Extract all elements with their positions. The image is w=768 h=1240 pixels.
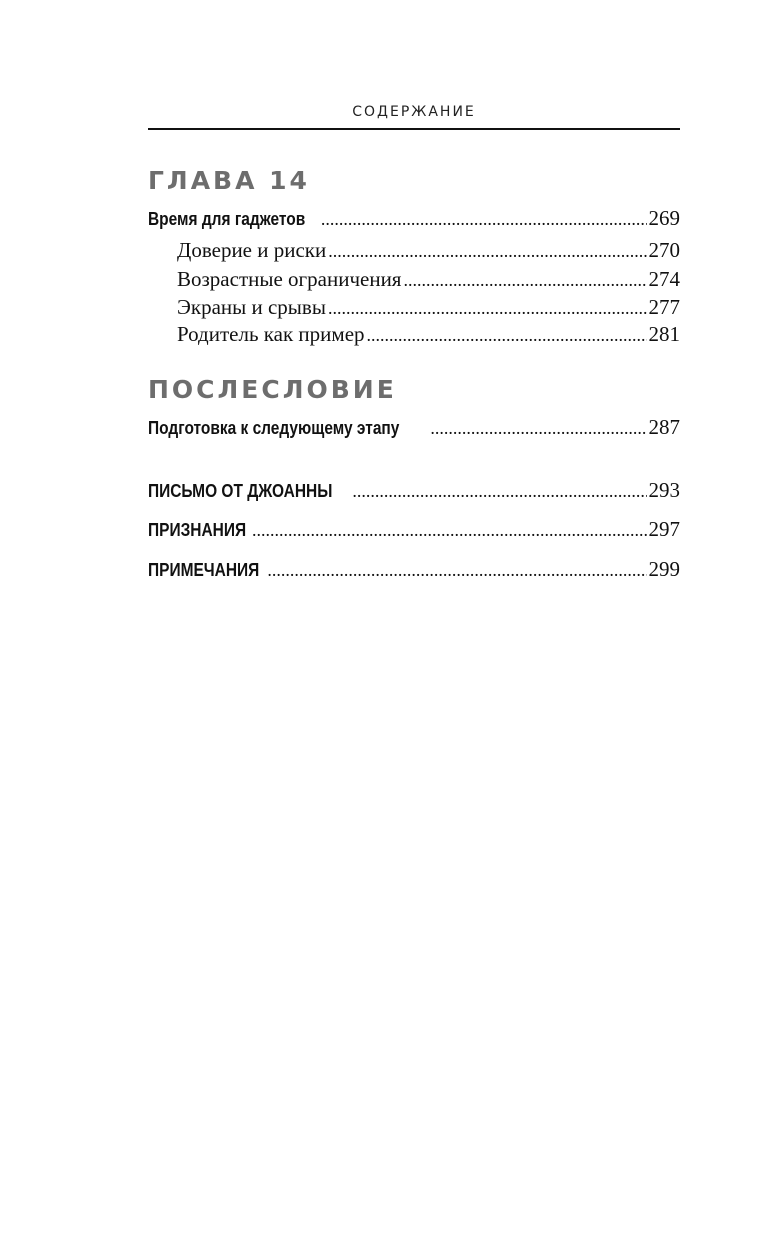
toc-entry-trust-risks[interactable] (177, 235, 680, 265)
toc-entry-title: Время для гаджетов (148, 209, 306, 229)
toc-entry-acknowledgements[interactable] (148, 514, 680, 544)
toc-entry-page: 270 (648, 238, 680, 262)
toc-entry-title: Родитель как пример (177, 322, 365, 346)
toc-entry-page: 274 (648, 267, 680, 291)
toc-entry-title: ПИСЬМО ОТ ДЖОАННЫ (148, 481, 333, 501)
toc-entry-parent-example[interactable] (177, 319, 680, 349)
toc-entry-title: Доверие и риски (177, 238, 327, 262)
dot-leader (252, 515, 646, 545)
chapter-14-heading: ГЛАВА 14 (148, 166, 310, 195)
toc-entry-screens-tantrums[interactable] (177, 292, 680, 322)
toc-entry-page: 277 (648, 295, 680, 319)
toc-entry-gadgets[interactable] (148, 203, 680, 233)
dot-leader (352, 476, 646, 506)
toc-entry-title: Возрастные ограничения (177, 267, 402, 291)
dot-leader (367, 320, 647, 350)
toc-entry-next-stage[interactable] (148, 412, 680, 442)
running-head-title: СОДЕРЖАНИЕ (352, 104, 476, 120)
toc-entry-title: Подготовка к следующему этапу (148, 418, 400, 438)
toc-entry-page: 297 (648, 517, 680, 541)
toc-entry-title: Экраны и срывы (177, 295, 326, 319)
toc-entry-age-limits[interactable] (177, 264, 680, 294)
toc-entry-title: ПРИЗНАНИЯ (148, 520, 247, 540)
toc-entry-page: 281 (648, 322, 680, 346)
dot-leader (328, 236, 646, 266)
toc-entry-page: 293 (648, 478, 680, 502)
dot-leader (403, 265, 646, 295)
running-head (148, 100, 680, 130)
toc-entry-page: 287 (648, 415, 680, 439)
toc-entry-page: 269 (648, 206, 680, 230)
toc-entry-letter[interactable] (148, 475, 680, 505)
dot-leader (430, 413, 646, 443)
dot-leader (321, 204, 647, 234)
afterword-heading: ПОСЛЕСЛОВИЕ (148, 375, 397, 404)
toc-entry-page: 299 (648, 557, 680, 581)
dot-leader (267, 555, 646, 585)
toc-entry-notes[interactable] (148, 554, 680, 584)
toc-entry-title: ПРИМЕЧАНИЯ (148, 560, 260, 580)
